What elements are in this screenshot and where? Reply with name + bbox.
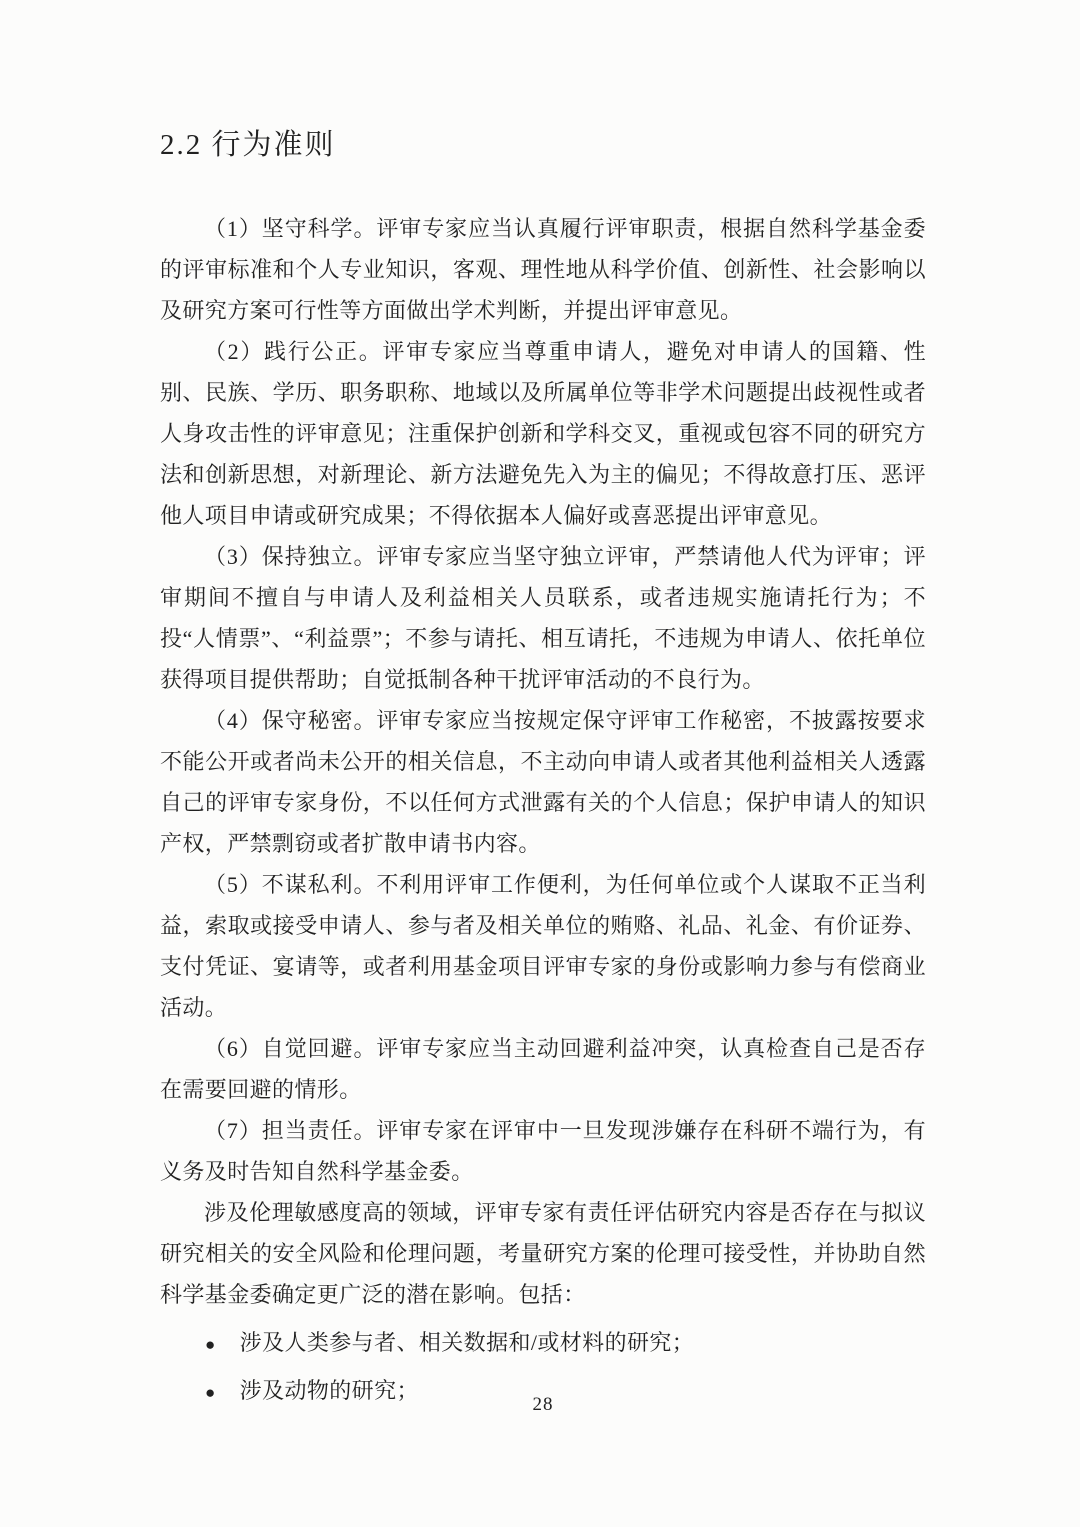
bullet-icon: ●: [205, 1335, 216, 1354]
page-footer: [160, 1394, 926, 1416]
paragraph-ethics-sensitive-fields: 涉及伦理敏感度高的领域，评审专家有责任评估研究内容是否存在与拟议研究相关的安全风险和伦理问题，考量研究方案的伦理可接受性，并协助自然科学基金委确定更广泛的潜在影响。包括：: [160, 1200, 926, 1307]
paragraph-practice-fairness: （2）践行公正。评审专家应当尊重申请人，避免对申请人的国籍、性别、民族、学历、职务职称、地域以及所属单位等非学术问题提出歧视性或者人身攻击性的评审意见；注重保护创新和学科交叉，重视或包容不同的研究方法和创新思想，对新理论、新方法避免先入为主的偏见；不得故意打压、恶评他人项目申请或研究成果；不得依据本人偏好或喜恶提出评审意见。: [160, 339, 926, 528]
page-number: 28: [532, 1394, 554, 1415]
paragraph-self-recusal: （6）自觉回避。评审专家应当主动回避利益冲突，认真检查自己是否存在需要回避的情形。: [160, 1036, 926, 1102]
paragraph-stay-independent: （3）保持独立。评审专家应当坚守独立评审，严禁请他人代为评审；评审期间不擅自与申请人及利益相关人员联系，或者违规实施请托行为；不投“人情票”、“利益票”；不参与请托、相互请托，不违规为申请人、依托单位获得项目提供帮助；自觉抵制各种干扰评审活动的不良行为。: [160, 544, 926, 692]
page-content: [160, 126, 926, 1416]
section-heading: 2.2 行为准则: [160, 129, 336, 161]
bullet-item-text: 涉及动物的研究；: [239, 1378, 419, 1403]
bullet-item-text: 涉及人类参与者、相关数据和/或材料的研究；: [239, 1330, 695, 1355]
paragraph-take-responsibility: （7）担当责任。评审专家在评审中一旦发现涉嫌存在科研不端行为，有义务及时告知自然科学基金委。: [160, 1118, 926, 1184]
paragraph-no-personal-gain: （5）不谋私利。不利用评审工作便利，为任何单位或个人谋取不正当利益，索取或接受申请人、参与者及相关单位的贿赂、礼品、礼金、有价证券、支付凭证、宴请等，或者利用基金项目评审专家的身份或影响力参与有偿商业活动。: [160, 872, 926, 1020]
paragraph-keep-confidential: （4）保守秘密。评审专家应当按规定保守评审工作秘密，不披露按要求不能公开或者尚未公开的相关信息，不主动向申请人或者其他利益相关人透露自己的评审专家身份，不以任何方式泄露有关的个人信息；保护申请人的知识产权，严禁剽窃或者扩散申请书内容。: [160, 708, 926, 856]
bullet-icon: ●: [205, 1383, 216, 1402]
bullet-item: [160, 1320, 926, 1368]
paragraph-keep-scientific: （1）坚守科学。评审专家应当认真履行评审职责，根据自然科学基金委的评审标准和个人专业知识，客观、理性地从科学价值、创新性、社会影响以及研究方案可行性等方面做出学术判断，并提出评审意见。: [160, 216, 926, 323]
